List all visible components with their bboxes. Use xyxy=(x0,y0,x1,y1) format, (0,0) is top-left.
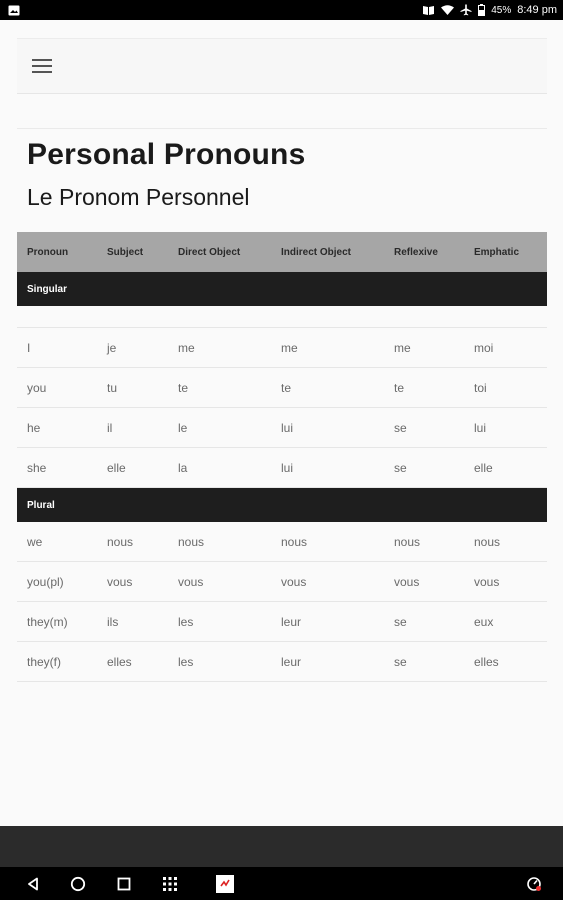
table-cell: me xyxy=(281,340,298,355)
recents-button[interactable] xyxy=(113,873,135,895)
table-cell: we xyxy=(27,534,43,549)
table-cell: vous xyxy=(178,574,204,589)
table-cell: je xyxy=(107,340,117,355)
column-header: Pronoun xyxy=(27,246,69,258)
pronoun-table xyxy=(17,232,547,682)
table-cell: vous xyxy=(281,574,307,589)
divider xyxy=(17,128,547,129)
table-row xyxy=(17,522,547,562)
page-title: Personal Pronouns xyxy=(27,138,306,171)
section-header-singular: Singular xyxy=(17,272,547,306)
table-cell: elle xyxy=(474,460,493,475)
column-header: Subject xyxy=(107,246,144,258)
table-cell: nous xyxy=(178,534,205,549)
speedometer-icon xyxy=(526,876,542,892)
table-cell: les xyxy=(178,614,194,629)
image-notification-icon xyxy=(8,5,20,16)
table-cell: se xyxy=(394,654,407,669)
table-cell: I xyxy=(27,340,31,355)
table-cell: il xyxy=(107,420,113,435)
table-cell: elles xyxy=(107,654,132,669)
home-button[interactable] xyxy=(67,873,89,895)
spacer-row xyxy=(17,306,547,328)
table-cell: they(f) xyxy=(27,654,62,669)
table-cell: lui xyxy=(281,460,294,475)
grid-dots-icon xyxy=(162,876,178,892)
column-header: Reflexive xyxy=(394,246,438,258)
table-row xyxy=(17,562,547,602)
table-cell: se xyxy=(394,460,407,475)
battery-percentage: 45% xyxy=(491,4,512,16)
app-drawer-button[interactable] xyxy=(159,873,181,895)
menu-button[interactable] xyxy=(20,44,64,88)
table-cell: nous xyxy=(474,534,501,549)
table-cell: nous xyxy=(281,534,308,549)
column-header: Indirect Object xyxy=(281,246,352,258)
clock-time: 8:49 pm xyxy=(517,4,557,16)
table-cell: se xyxy=(394,614,407,629)
table-row xyxy=(17,448,547,488)
column-header: Direct Object xyxy=(178,246,241,258)
hamburger-menu-icon xyxy=(32,58,52,74)
table-cell: she xyxy=(27,460,47,475)
book-icon xyxy=(422,5,435,16)
table-row xyxy=(17,368,547,408)
table-row xyxy=(17,642,547,682)
table-cell: te xyxy=(394,380,405,395)
page-subtitle: Le Pronom Personnel xyxy=(27,184,250,210)
airplane-mode-icon xyxy=(460,4,472,16)
table-cell: they(m) xyxy=(27,614,68,629)
table-cell: eux xyxy=(474,614,494,629)
table-cell: la xyxy=(178,460,188,475)
table-cell: you xyxy=(27,380,47,395)
table-cell: vous xyxy=(394,574,420,589)
table-cell: tu xyxy=(107,380,118,395)
table-cell: vous xyxy=(107,574,133,589)
app-shortcut-icon xyxy=(215,874,235,894)
table-cell: toi xyxy=(474,380,487,395)
table-cell: le xyxy=(178,420,188,435)
table-cell: he xyxy=(27,420,41,435)
table-cell: elle xyxy=(107,460,126,475)
wifi-icon xyxy=(441,5,454,15)
table-cell: elles xyxy=(474,654,499,669)
table-cell: moi xyxy=(474,340,494,355)
table-cell: te xyxy=(281,380,292,395)
app-bar xyxy=(17,38,547,94)
table-cell: se xyxy=(394,420,407,435)
table-cell: leur xyxy=(281,654,302,669)
table-row xyxy=(17,328,547,368)
home-circle-icon xyxy=(70,876,86,892)
system-nav-bar xyxy=(0,867,563,900)
table-cell: you(pl) xyxy=(27,574,64,589)
status-bar xyxy=(0,0,563,20)
table-cell: lui xyxy=(474,420,487,435)
table-cell: nous xyxy=(107,534,134,549)
table-cell: vous xyxy=(474,574,500,589)
table-cell: me xyxy=(394,340,411,355)
table-cell: te xyxy=(178,380,189,395)
table-cell: nous xyxy=(394,534,421,549)
back-triangle-icon xyxy=(26,877,40,891)
clean-memory-button[interactable] xyxy=(523,873,545,895)
table-cell: me xyxy=(178,340,195,355)
recents-square-icon xyxy=(117,877,131,891)
back-button[interactable] xyxy=(22,873,44,895)
table-cell: leur xyxy=(281,614,302,629)
battery-icon xyxy=(478,4,485,16)
table-cell: les xyxy=(178,654,194,669)
bottom-bar xyxy=(0,826,563,867)
table-cell: lui xyxy=(281,420,294,435)
table-row xyxy=(17,602,547,642)
table-header-row xyxy=(17,232,547,272)
column-header: Emphatic xyxy=(474,246,520,258)
section-header-plural: Plural xyxy=(17,488,547,522)
running-app-button[interactable] xyxy=(214,873,236,895)
table-cell: ils xyxy=(107,614,119,629)
table-row xyxy=(17,408,547,448)
